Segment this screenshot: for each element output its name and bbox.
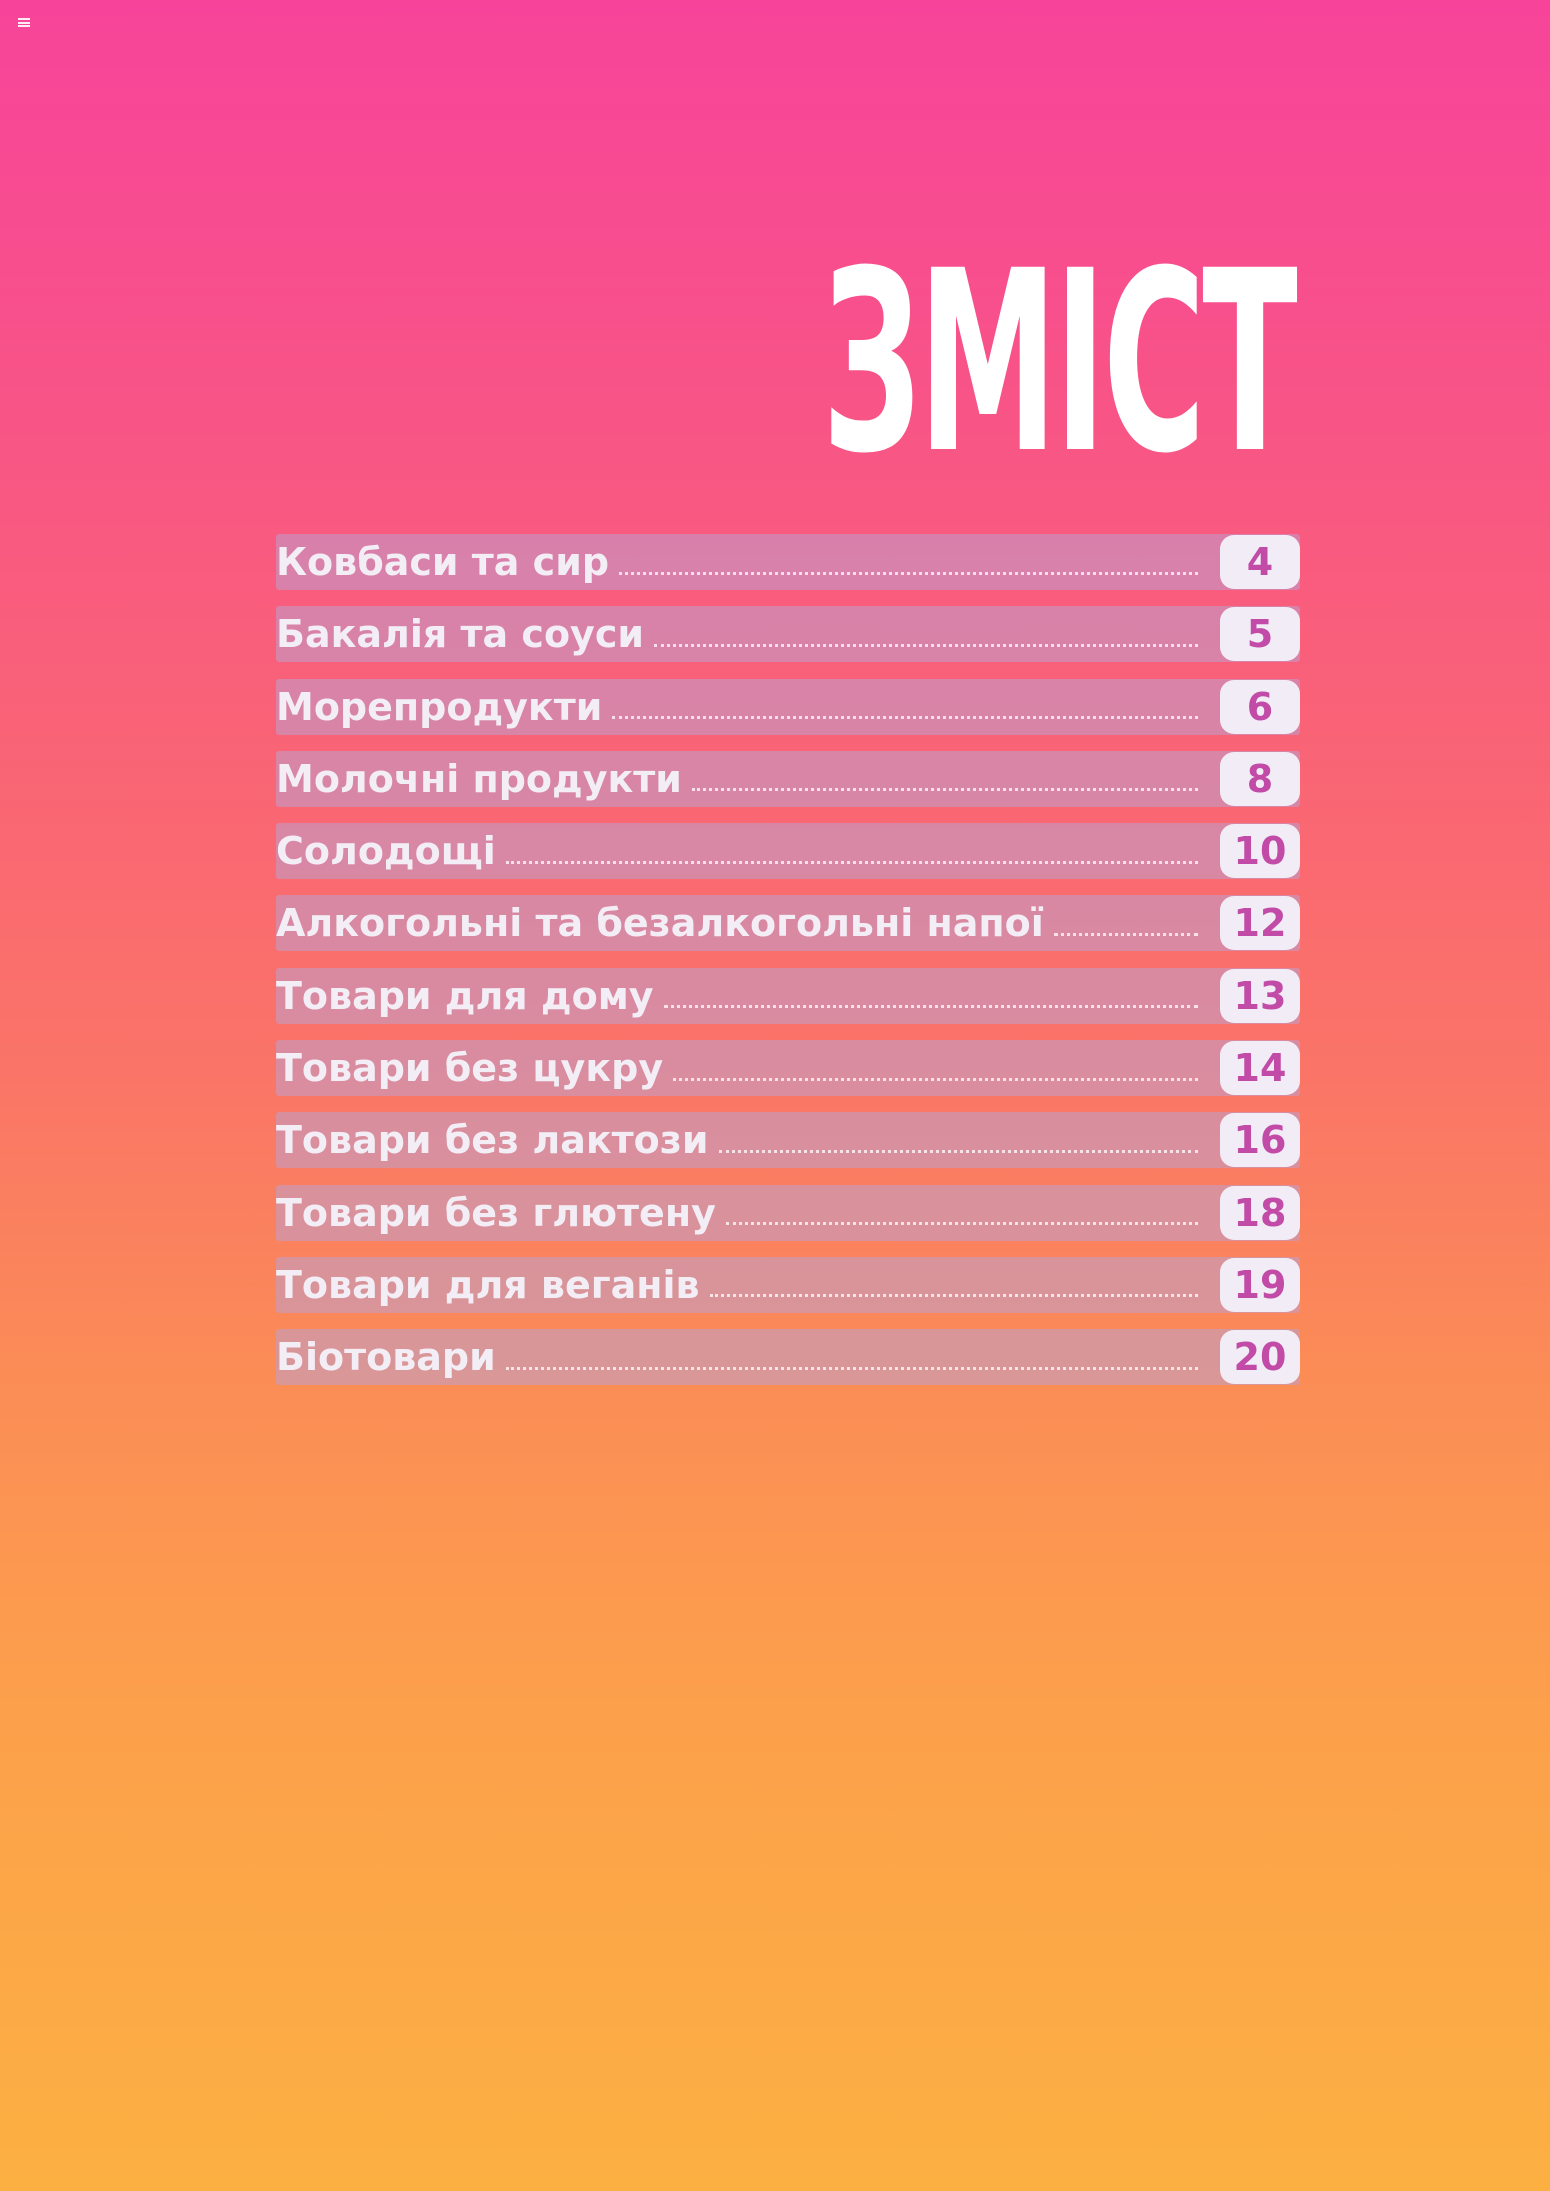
toc-item-bio[interactable] <box>276 1329 1300 1385</box>
dot-leader <box>506 861 1198 864</box>
toc-item-vegan[interactable] <box>276 1257 1300 1313</box>
toc-item-label: Товари без лактози <box>276 1118 709 1163</box>
toc-item-drinks[interactable] <box>276 895 1300 951</box>
toc-page-number: 20 <box>1220 1330 1300 1384</box>
toc-item-grocery-sauces[interactable] <box>276 606 1300 662</box>
toc-item-gluten-free[interactable] <box>276 1185 1300 1241</box>
dot-leader <box>612 716 1198 719</box>
toc-item-label: Ковбаси та сир <box>276 540 610 584</box>
toc-page-number: 14 <box>1220 1041 1300 1095</box>
toc-item-sausages-cheese[interactable] <box>276 534 1300 590</box>
toc-item-label: Товари для дому <box>276 973 654 1018</box>
toc-item-sweets[interactable] <box>276 823 1300 879</box>
table-of-contents <box>276 534 1300 1402</box>
dot-leader <box>726 1222 1198 1225</box>
toc-item-dairy[interactable] <box>276 751 1300 807</box>
toc-item-label: Солодощі <box>276 829 496 874</box>
dot-leader <box>619 572 1198 575</box>
dot-leader <box>710 1294 1198 1297</box>
dot-leader <box>692 788 1198 791</box>
toc-item-label: Молочні продукти <box>276 756 682 801</box>
toc-page-number: 13 <box>1220 969 1300 1023</box>
dot-leader <box>654 644 1198 647</box>
page-title: ЗМІСТ <box>821 217 1294 508</box>
dot-leader <box>719 1150 1199 1153</box>
toc-item-label: Морепродукти <box>276 684 603 729</box>
dot-leader <box>664 1005 1198 1008</box>
toc-page-number: 6 <box>1220 680 1300 734</box>
toc-page-number: 12 <box>1220 896 1300 950</box>
toc-page-number: 8 <box>1220 752 1300 806</box>
menu-icon[interactable] <box>18 18 30 27</box>
toc-page-number: 4 <box>1220 535 1300 589</box>
toc-page-number: 19 <box>1220 1258 1300 1312</box>
toc-item-lactose-free[interactable] <box>276 1112 1300 1168</box>
toc-page-number: 18 <box>1220 1186 1300 1240</box>
toc-item-label: Товари без цукру <box>276 1046 664 1091</box>
dot-leader <box>506 1367 1198 1370</box>
toc-item-label: Бакалія та соуси <box>276 612 644 657</box>
toc-item-sugar-free[interactable] <box>276 1040 1300 1096</box>
dot-leader <box>1054 933 1198 936</box>
toc-item-seafood[interactable] <box>276 679 1300 735</box>
toc-item-label: Товари для веганів <box>276 1262 700 1307</box>
toc-page-number: 10 <box>1220 824 1300 878</box>
toc-item-label: Алкогольні та безалкогольні напої <box>276 901 1044 946</box>
toc-page-number: 16 <box>1220 1113 1300 1167</box>
toc-item-label: Товари без глютену <box>276 1190 716 1235</box>
toc-page-number: 5 <box>1220 607 1300 661</box>
toc-item-home-goods[interactable] <box>276 968 1300 1024</box>
dot-leader <box>673 1078 1198 1081</box>
toc-item-label: Біотовари <box>276 1335 496 1380</box>
